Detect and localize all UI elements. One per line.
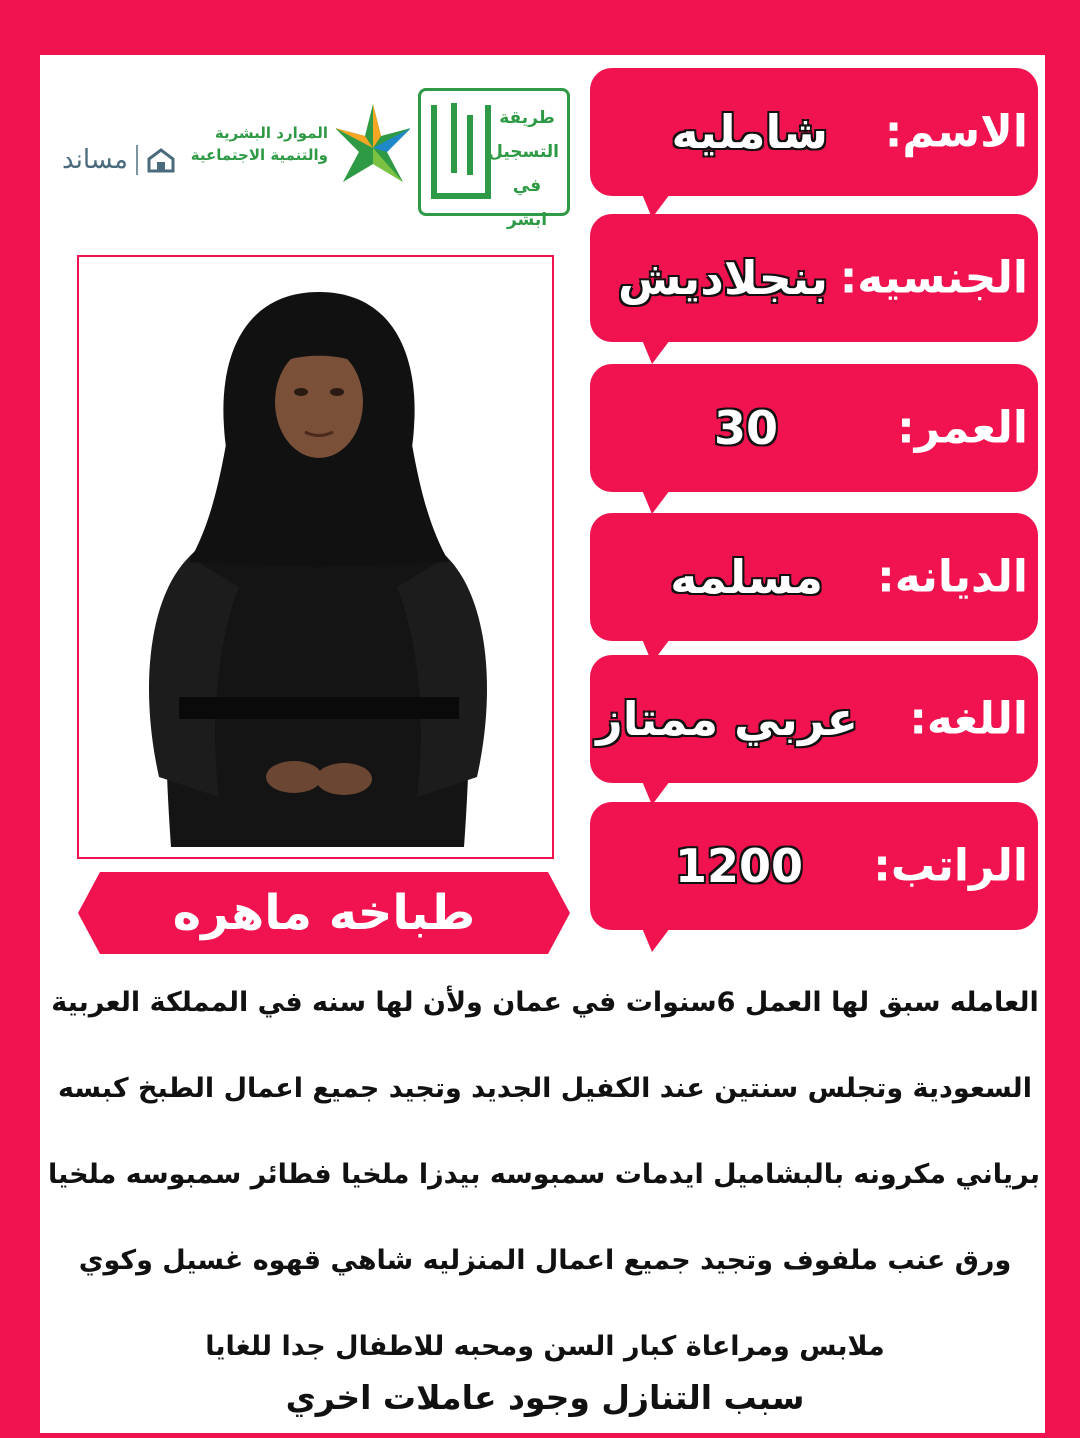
card-age	[590, 364, 1038, 492]
value-name: شامليه	[671, 105, 828, 159]
job-title: طباخه ماهره	[172, 885, 476, 941]
musaned-name: مساند	[62, 145, 128, 175]
description-line: العامله سبق لها العمل 6سنوات في عمان ولأن لها سنه في المملكة العربية	[51, 987, 1039, 1018]
transfer-reason: سبب التنازل وجود عاملات اخري	[285, 1378, 805, 1417]
musaned-separator	[136, 145, 138, 175]
label-salary: الراتب:	[873, 840, 1028, 892]
description-line: ملابس ومراعاة كبار السن ومحبه للاطفال جدا للغايا	[205, 1331, 885, 1362]
ministry-star-icon	[336, 96, 410, 196]
worker-figure-icon	[79, 257, 554, 859]
value-age: 30	[713, 401, 778, 455]
label-name: الاسم:	[884, 106, 1028, 158]
label-language: اللغه:	[909, 693, 1028, 745]
card-tail	[642, 340, 670, 364]
absher-text-3: في ابشر	[506, 176, 548, 230]
absher-text-1: طريقة	[499, 108, 555, 128]
absher-text-2: التسجيل	[488, 142, 559, 162]
value-religion: مسلمه	[670, 550, 823, 604]
value-language: عربي ممتاز	[596, 692, 858, 746]
card-tail	[642, 928, 670, 952]
absher-mark-icon	[431, 105, 491, 199]
hr-ministry-logo	[190, 92, 410, 202]
description-line: ورق عنب ملفوف وتجيد جميع اعمال المنزليه شاهي قهوه غسيل وكوي	[78, 1245, 1012, 1276]
card-salary	[590, 802, 1038, 930]
hr-ministry-line1: الموارد البشرية	[214, 124, 328, 142]
label-religion: الديانه:	[877, 551, 1028, 603]
label-nationality: الجنسيه:	[839, 252, 1028, 304]
absher-logo	[418, 88, 570, 230]
musaned-house-icon	[146, 147, 176, 173]
card-name	[590, 68, 1038, 196]
job-title-banner	[100, 872, 548, 954]
card-language	[590, 655, 1038, 783]
card-tail	[642, 490, 670, 514]
worker-photo	[77, 255, 554, 859]
card-religion	[590, 513, 1038, 641]
description-line: برياني مكرونه بالبشاميل ايدمات سمبوسه بيدزا ملخيا فطائر سمبوسه ملخيا	[47, 1159, 1040, 1190]
value-salary: 1200	[674, 839, 803, 893]
description-line: السعودية وتجلس سنتين عند الكفيل الجديد وتجيد جميع اعمال الطبخ كبسه	[58, 1073, 1032, 1104]
label-age: العمر:	[897, 402, 1028, 454]
value-nationality: بنجلاديش	[617, 251, 828, 305]
musaned-logo	[62, 140, 176, 180]
hr-ministry-line2: والتنمية الاجتماعية	[190, 146, 328, 164]
description	[47, 968, 1040, 1398]
card-nationality	[590, 214, 1038, 342]
